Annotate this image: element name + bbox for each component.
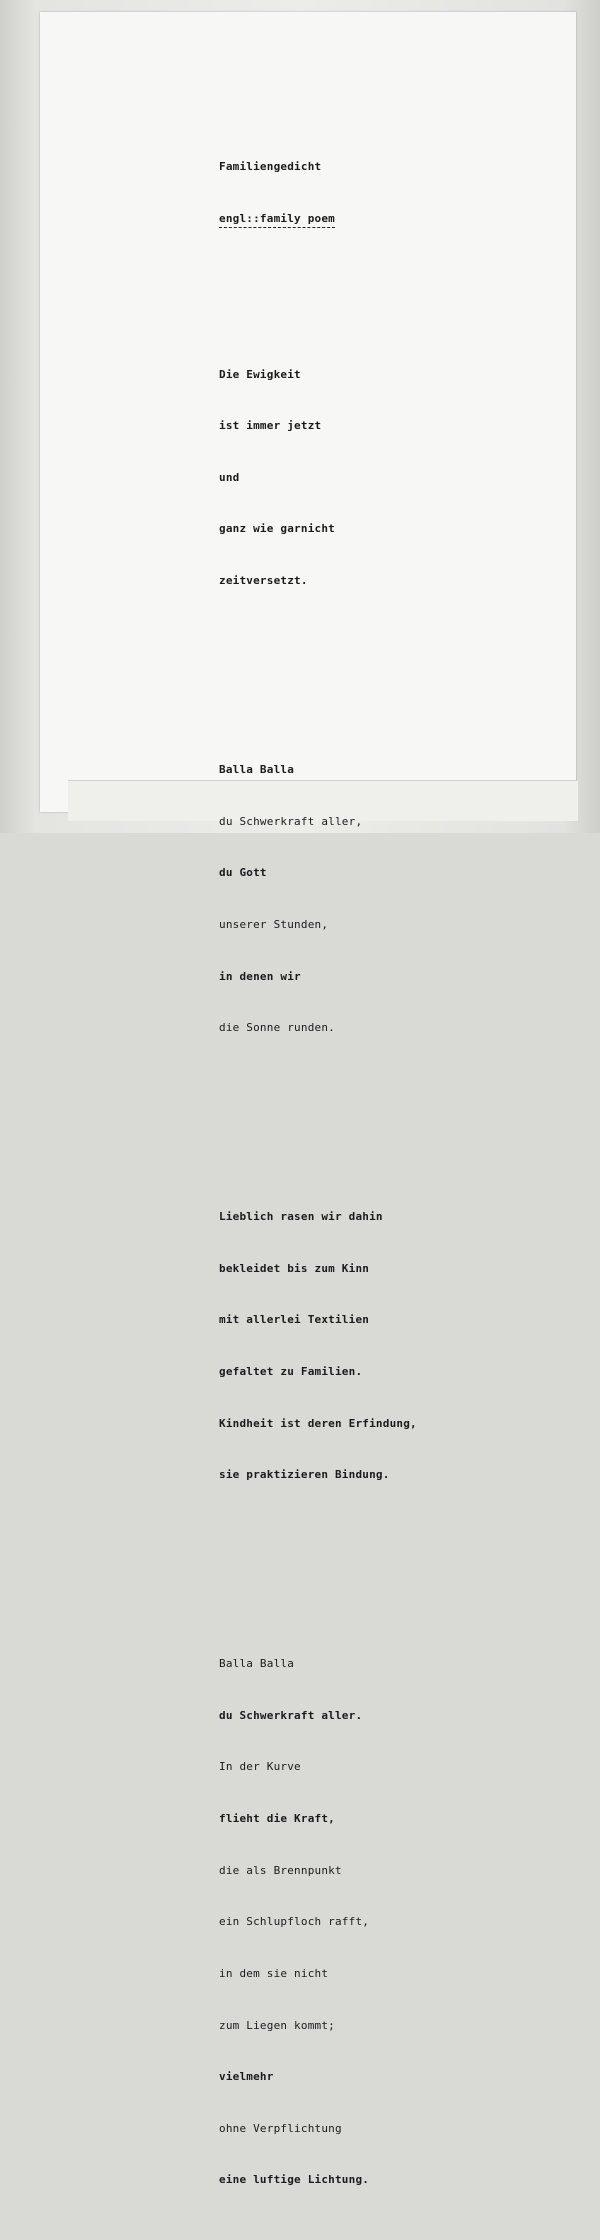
poem-line: Balla Balla [219, 1657, 295, 1671]
poem-line: die Sonne runden. [219, 1021, 335, 1035]
poem-line: Kindheit ist deren Erfindung, [219, 1416, 417, 1430]
poem-subtitle: engl::family poem [219, 210, 335, 228]
poem-line: sie praktizieren Bindung. [219, 1468, 390, 1482]
stanza-3 [219, 1174, 417, 1518]
poem-line: zeitversetzt. [219, 574, 308, 588]
poem-line: die als Brennpunkt [219, 1863, 342, 1877]
poem-line: ganz wie garnicht [219, 522, 335, 536]
poem-line: ist immer jetzt [219, 419, 322, 433]
poem [219, 124, 417, 2240]
poem-line: Die Ewigkeit [219, 367, 301, 381]
stanza-2 [219, 727, 417, 1071]
poem-line: vielmehr [219, 2070, 274, 2084]
poem-line: in denen wir [219, 969, 301, 983]
poem-line: du Schwerkraft aller, [219, 814, 363, 828]
poem-line: gefaltet zu Familien. [219, 1365, 363, 1379]
poem-line: eine luftige Lichtung. [219, 2173, 370, 2187]
poem-line: in dem sie nicht [219, 1966, 329, 1980]
poem-line: du Gott [219, 866, 267, 880]
poem-line: ein Schlupfloch rafft, [219, 1915, 370, 1929]
poem-line: ohne Verpflichtung [219, 2121, 342, 2135]
poem-line: flieht die Kraft, [219, 1812, 335, 1826]
poem-line: zum Liegen kommt; [219, 2018, 335, 2032]
stanza-1 [219, 331, 417, 623]
poem-line: bekleidet bis zum Kinn [219, 1261, 370, 1275]
stanza-4 [219, 1621, 417, 2223]
poem-line: Lieblich rasen wir dahin [219, 1210, 383, 1224]
poem-line: mit allerlei Textilien [219, 1313, 370, 1327]
poem-line: Balla Balla [219, 763, 295, 777]
poem-line: In der Kurve [219, 1760, 301, 1774]
poem-title: Familiengedicht [219, 160, 322, 174]
poem-line: und [219, 470, 240, 484]
poem-line: du Schwerkraft aller. [219, 1708, 363, 1722]
poem-line: unserer Stunden, [219, 917, 329, 931]
